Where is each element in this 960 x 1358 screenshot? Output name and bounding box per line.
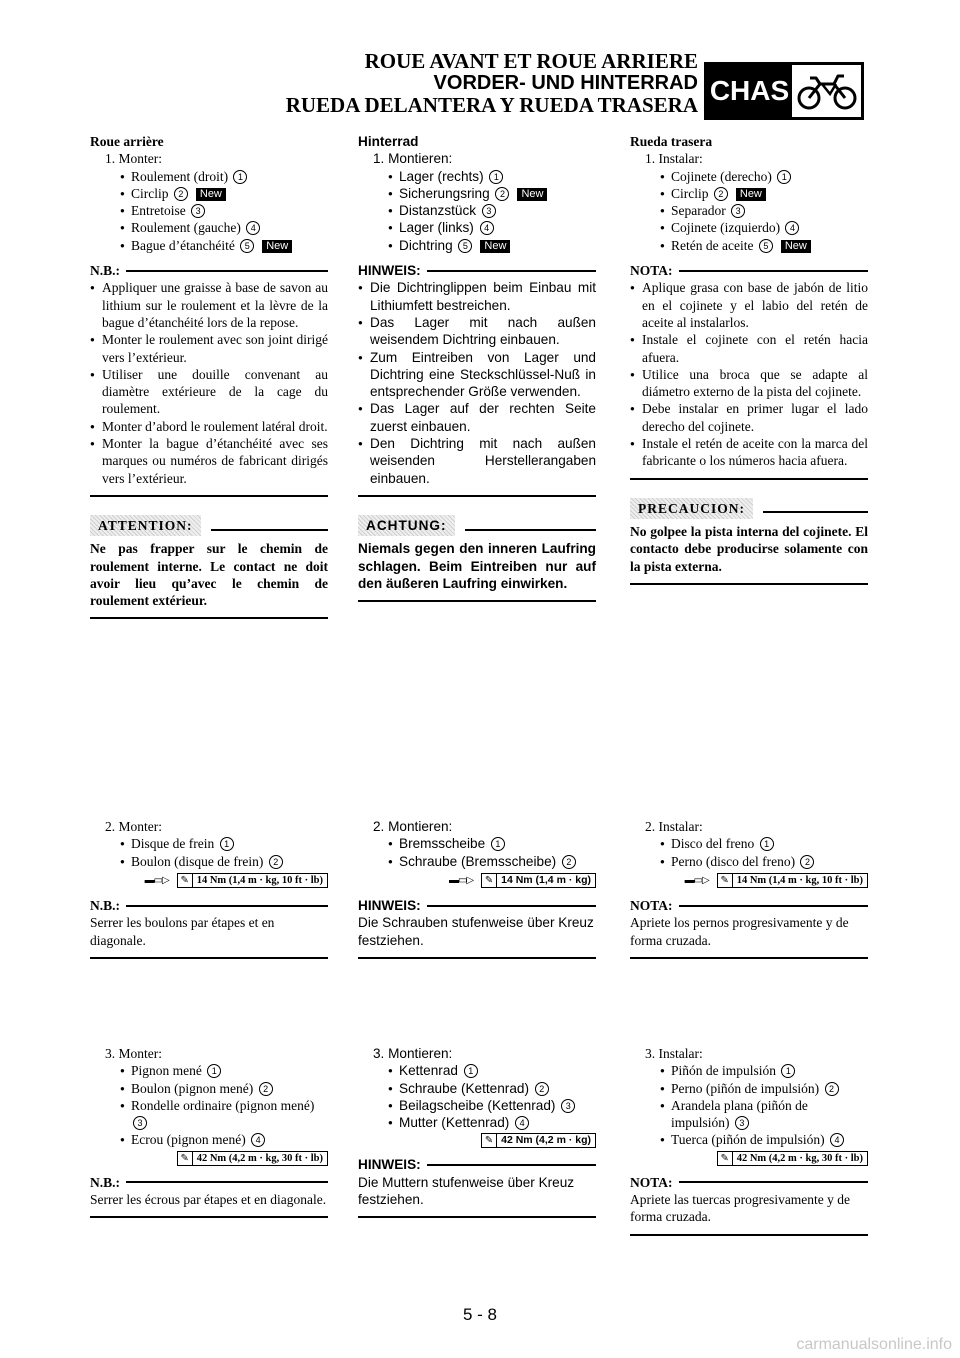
new-badge: New (480, 240, 510, 253)
note-header: N.B.: (90, 897, 328, 914)
note-header: HINWEIS: (358, 262, 596, 279)
note-text: Serrer les boulons par étapes et en diagonale. (90, 915, 275, 948)
list-item: ● Roulement (gauche) 4 (90, 219, 328, 236)
list-item: ● Piñón de impulsión 1 (630, 1062, 868, 1079)
note-bullet: ● Monter le roulement avec son joint dirigé vers l’extérieur. (90, 331, 328, 366)
torque-spec: ▬▭▷ ✎ 14 Nm (1,4 m · kg, 10 ft · lb) (630, 872, 868, 889)
caution-text: No golpee la pista interna del cojinete. El contacto debe producirse solamente con la pista externa. (630, 523, 868, 574)
list-item: ● Disque de frein 1 (90, 835, 328, 852)
new-badge: New (517, 188, 547, 201)
torque-spec: ✎ 42 Nm (4,2 m · kg, 30 ft · lb) (630, 1151, 868, 1166)
block3-spanish (630, 1045, 868, 1236)
note-bullet: ● Das Lager mit nach außen weisendem Dichtring einbauen. (358, 314, 596, 349)
section-title: Roue arrière (90, 134, 164, 149)
list-item: ● Sicherungsring 2 New (358, 185, 596, 202)
new-badge: New (781, 240, 811, 253)
list-item: ● Beilagscheibe (Kettenrad) 3 (358, 1097, 596, 1114)
thread-lock-icon: ▬▭▷ (144, 874, 169, 886)
note-text: Die Schrauben stufenweise über Kreuz festziehen. (358, 915, 594, 948)
note-bullet: ● Instale el retén de aceite con la marca del fabricante o los números hacia afuera. (630, 435, 868, 470)
step-label: 1. Monter: (105, 151, 162, 167)
title-french: ROUE AVANT ET ROUE ARRIERE (364, 49, 698, 73)
block3-french (90, 1045, 328, 1218)
note-text: Apriete las tuercas progresivamente y de forma cruzada. (630, 1192, 851, 1225)
list-item: ● Disco del freno 1 (630, 835, 868, 852)
thread-lock-icon: ▬▭▷ (684, 874, 709, 886)
list-item: ● Bremsscheibe 1 (358, 835, 596, 852)
caution-text: Niemals gegen den inneren Laufring schlagen. Beim Eintreiben nur auf den äußeren Laufring einwirken. (358, 541, 596, 591)
note-bullet: ● Den Dichtring mit nach außen weisenden Herstellerangaben einbauen. (358, 435, 596, 487)
block1-spanish (630, 133, 868, 585)
note-bullet: ● Utiliser une douille convenant au diamètre extérieure de la cage du roulement. (90, 366, 328, 418)
list-item: ● Distanzstück 3 (358, 202, 596, 219)
list-item: ● Kettenrad 1 (358, 1062, 596, 1079)
list-item: ● Schraube (Kettenrad) 2 (358, 1080, 596, 1097)
header-titles (286, 50, 698, 116)
step-label: 2. Instalar: (645, 819, 703, 834)
list-item: ● Perno (disco del freno) 2 (630, 853, 868, 870)
caution-header: ATTENTION: (90, 515, 328, 536)
note-bullet: ● Instale el cojinete con el retén hacia afuera. (630, 331, 868, 366)
section-title: Hinterrad (358, 134, 419, 149)
block1-german (358, 133, 596, 602)
step-label: 1. Montieren: (373, 151, 453, 167)
list-item: ● Retén de aceite 5 New (630, 237, 868, 254)
note-bullet: ● Aplique grasa con base de jabón de litio en el cojinete y el labio del retén de aceite al instalarlos. (630, 279, 868, 331)
torque-spec: ✎ 42 Nm (4,2 m · kg, 30 ft · lb) (90, 1151, 328, 1166)
note-bullet: ● Zum Eintreiben von Lager und Dichtring eine Steckschlüssel-Nuß in entsprechender Größe verwenden. (358, 349, 596, 401)
new-badge: New (736, 188, 766, 201)
wrench-icon: ✎ (178, 874, 193, 887)
torque-spec: ✎ 42 Nm (4,2 m · kg) (358, 1133, 596, 1148)
note-bullet: ● Das Lager auf der rechten Seite zuerst einbauen. (358, 400, 596, 435)
block2-german (358, 818, 596, 959)
note-header: NOTA: (630, 262, 868, 279)
page-number: 5 - 8 (462, 1305, 498, 1324)
list-item: ● Cojinete (izquierdo) 4 (630, 219, 868, 236)
wrench-icon: ✎ (178, 1152, 193, 1165)
note-header: N.B.: (90, 262, 328, 279)
list-item: ● Cojinete (derecho) 1 (630, 168, 868, 185)
note-header: HINWEIS: (358, 1156, 596, 1173)
list-item: ● Circlip 2 New (90, 185, 328, 202)
list-item: ● Perno (piñón de impulsión) 2 (630, 1080, 868, 1097)
torque-spec: ▬▭▷ ✎ 14 Nm (1,4 m · kg, 10 ft · lb) (90, 872, 328, 889)
step-label: 3. Monter: (105, 1046, 162, 1061)
note-bullet: ● Die Dichtringlippen beim Einbau mit Lithiumfett bestreichen. (358, 279, 596, 314)
list-item: ● Rondelle ordinaire (pignon mené) 3 (90, 1097, 328, 1132)
note-header: N.B.: (90, 1174, 328, 1191)
motorcycle-icon (792, 65, 861, 117)
section-badge (704, 62, 864, 120)
list-item: ● Arandela plana (piñón de impulsión) 3 (630, 1097, 868, 1132)
note-bullet: ● Utilice una broca que se adapte al diámetro externo de la pista del cojinete. (630, 366, 868, 401)
step-label: 1. Instalar: (645, 151, 703, 167)
list-item: ● Circlip 2 New (630, 185, 868, 202)
wrench-icon: ✎ (482, 1134, 497, 1147)
torque-spec: ▬▭▷ ✎ 14 Nm (1,4 m · kg) (358, 872, 596, 889)
list-item: ● Lager (rechts) 1 (358, 168, 596, 185)
list-item: ● Ecrou (pignon mené) 4 (90, 1131, 328, 1148)
caution-header: ACHTUNG: (358, 515, 596, 536)
note-text: Serrer les écrous par étapes et en diagonale. (90, 1192, 327, 1208)
thread-lock-icon: ▬▭▷ (448, 874, 474, 886)
list-item: ● Separador 3 (630, 202, 868, 219)
step-label: 2. Montieren: (373, 819, 453, 834)
block2-french (90, 818, 328, 959)
section-title: Rueda trasera (630, 134, 713, 149)
new-badge: New (196, 188, 226, 201)
block1-french (90, 133, 328, 619)
note-bullet: ● Monter d’abord le roulement latéral droit. (90, 418, 328, 435)
list-item: ● Dichtring 5 New (358, 237, 596, 254)
step-label: 2. Monter: (105, 819, 162, 834)
list-item: ● Boulon (disque de frein) 2 (90, 853, 328, 870)
list-item: ● Roulement (droit) 1 (90, 168, 328, 185)
note-header: NOTA: (630, 1174, 868, 1191)
note-text: Die Muttern stufenweise über Kreuz festziehen. (358, 1174, 575, 1208)
list-item: ● Pignon mené 1 (90, 1062, 328, 1079)
list-item: ● Lager (links) 4 (358, 219, 596, 236)
caution-header: PRECAUCION: (630, 498, 868, 519)
title-german: VORDER- UND HINTERRAD (433, 72, 698, 94)
list-item: ● Bague d’étanchéité 5 New (90, 237, 328, 254)
step-label: 3. Montieren: (373, 1046, 453, 1061)
note-bullet: ● Appliquer une graisse à base de savon au lithium sur le roulement et la lèvre de la bague d’étanchéité lors de la repose. (90, 279, 328, 331)
list-item: ● Boulon (pignon mené) 2 (90, 1080, 328, 1097)
wrench-icon: ✎ (482, 874, 497, 887)
list-item: ● Entretoise 3 (90, 202, 328, 219)
watermark: carmanualsonline.info (796, 1336, 952, 1353)
note-bullet: ● Monter la bague d’étanchéité avec ses marques ou numéros de fabricant dirigés vers l’extérieur. (90, 435, 328, 487)
title-spanish: RUEDA DELANTERA Y RUEDA TRASERA (285, 93, 698, 117)
block3-german (358, 1045, 596, 1218)
new-badge: New (262, 240, 292, 253)
note-bullet: ● Debe instalar en primer lugar el lado derecho del cojinete. (630, 400, 868, 435)
note-header: NOTA: (630, 897, 868, 914)
note-header: HINWEIS: (358, 897, 596, 914)
section-code: CHAS (707, 65, 792, 117)
note-text: Apriete los pernos progresivamente y de forma cruzada. (630, 915, 849, 948)
block2-spanish (630, 818, 868, 959)
wrench-icon: ✎ (718, 1152, 733, 1165)
step-label: 3. Instalar: (645, 1046, 703, 1061)
list-item: ● Schraube (Bremsscheibe) 2 (358, 853, 596, 870)
list-item: ● Mutter (Kettenrad) 4 (358, 1114, 596, 1131)
list-item: ● Tuerca (piñón de impulsión) 4 (630, 1131, 868, 1148)
wrench-icon: ✎ (718, 874, 733, 887)
caution-text: Ne pas frapper sur le chemin de roulement interne. Le contact ne doit avoir lieu qu’avec le chemin de roulement extérieur. (90, 541, 328, 609)
